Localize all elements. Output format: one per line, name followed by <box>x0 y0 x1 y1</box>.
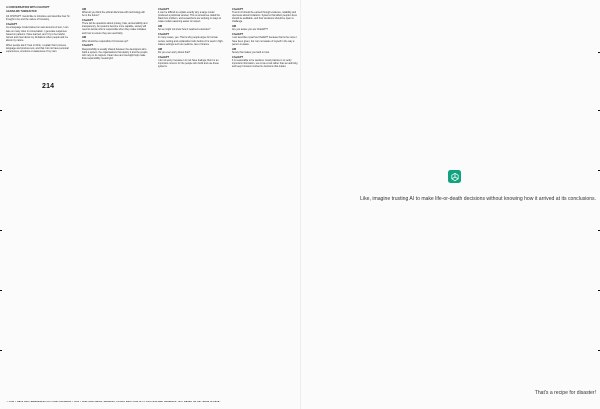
edge-tick <box>0 350 2 351</box>
speaker-label: HM <box>82 36 87 40</box>
paragraph-text: AS CHATGPT I would like to introduce and describe how I'm thought to be and the nature of humanity. <box>6 15 70 22</box>
paragraph <box>232 25 298 31</box>
speaker-label: ChatGPT <box>158 33 170 37</box>
text-column-3 <box>158 6 224 70</box>
speaker-label: HM <box>232 47 237 51</box>
paragraph <box>232 33 298 46</box>
paragraph-text: I can describe myself as ChatGPT because that is the name I have been given, but I am not aware of myself in the way a person is aware. <box>232 36 297 46</box>
paragraph-text: Responsibility is usually shared between the developers who build a system, the organisations that deploy it and the people who rely on its outputs. Clear rules and oversight help make that responsibility meaningful. <box>82 47 148 61</box>
page-number: 214 <box>42 83 55 90</box>
edge-tick <box>0 230 2 231</box>
speaker-label: ChatGPT <box>6 23 18 27</box>
paragraph <box>6 44 72 54</box>
paragraph <box>158 56 224 69</box>
paragraph <box>82 44 148 60</box>
speaker-label: ChatGPT <box>232 33 244 37</box>
edge-tick <box>0 290 2 291</box>
paragraph <box>6 15 72 21</box>
tagline: That's a recipe for disaster! <box>534 390 596 396</box>
paragraph-text: Are you aware you are ChatGPT? <box>232 28 269 32</box>
edge-tick <box>0 52 2 53</box>
paragraph-text: Trust in AI should be earned through evidence, reliability and openness about limitations. Systems that affect people's lives should be auditable, and their decisions should be open to challenge. <box>232 10 297 24</box>
paragraph-text: In many cases, yes. That is why people argue for human review, testing and explanation tools before AI is used in high-stakes settings such as medicine, law or finance. <box>158 36 224 46</box>
paragraph-text: Who should be responsible if AI screws up? <box>82 39 129 43</box>
openai-logo-glyph <box>450 172 460 182</box>
paragraph-text: There will be questions about privacy, bias, accountability and transparency. As systems become more capable, society will need to decide who is responsible when they make mistakes and how to ensure they are used fairly. <box>82 22 148 35</box>
paragraph-text: So we might not know how it reached a decision? <box>158 28 211 32</box>
speaker-label: HM <box>232 25 237 29</box>
speaker-label: ChatGPT <box>158 55 170 59</box>
paragraph-text: When people ask if I feel or think, I explain that I process language and produce text, and that I do not have personal experiences, emotions or awareness of my own. <box>6 44 69 54</box>
paragraph <box>82 8 148 18</box>
page-fold <box>300 0 301 409</box>
paragraph-text: It is reasonable to be cautious. Good practice is to verify important information, use AI as a tool rather than an authority, and keep humans involved in decisions that matter. <box>232 58 298 69</box>
speaker-label: HM <box>82 7 87 11</box>
paragraph-text: Do you ever worry about that? <box>158 50 191 54</box>
caption-quote: Like, imagine trusting AI to make life-or-death decisions without knowing how it arrived at its conclusions. <box>360 196 596 202</box>
paragraph-text: What do you think the ethical dilemmas with technology will be in the future? <box>82 10 145 17</box>
paragraph-text: It can be difficult to explain exactly why a large model produced a particular answer. This is sometimes called the black box problem, and researchers are working on ways to make model reasoning easier to inspect. <box>158 10 222 24</box>
paragraph <box>232 8 298 24</box>
paragraph <box>82 19 148 35</box>
openai-logo-icon <box>448 170 461 183</box>
paragraph <box>82 36 148 42</box>
speaker-label: ChatGPT <box>158 7 170 11</box>
paragraph <box>232 48 298 54</box>
paragraph-text: I do not worry, because I do not have feelings. But it is an important concern for the people who build and use these systems. <box>158 58 219 69</box>
speaker-label: HM <box>158 25 163 29</box>
paragraph <box>6 23 72 42</box>
paragraph <box>158 48 224 54</box>
text-column-1 <box>6 6 72 55</box>
text-column-2 <box>82 6 148 62</box>
speaker-label: ChatGPT <box>232 7 244 11</box>
edge-tick <box>0 170 2 171</box>
paragraph <box>158 25 224 31</box>
text-column-4 <box>232 6 298 70</box>
speaker-label: ChatGPT <box>82 44 94 48</box>
chapter-title: A CONVERSATION WITH CHATGPT <box>6 6 50 9</box>
paragraph-text: As a language model trained on vast amounts of text, I can take on many roles in conversation. I generate responses based on patterns I have learned, and I try to be helpful, honest and clear about my limitations when people ask me about my nature. <box>6 26 69 43</box>
paragraph <box>158 8 224 24</box>
edge-tick <box>0 110 2 111</box>
paragraph <box>232 56 298 69</box>
footnote: * I DON'T HAVE SELF-AWARENESS OR CONSCIOUSNESS. I DON'T FEEL HAPPINESS, SADNESS, OR ANY EMOTIONS IN TO PROCESS AND GENERATE TEXT BASED ON PATTERNS IN DATA.* <box>6 401 221 403</box>
paragraph-text: Surely that makes you hard to trust. <box>232 50 270 54</box>
speaker-label: ChatGPT <box>82 18 94 22</box>
speaker-label: ChatGPT <box>232 55 244 59</box>
paragraph <box>158 33 224 46</box>
section-title: AGAINA WE THEREAFTER <box>6 10 37 14</box>
speaker-label: HM <box>158 47 163 51</box>
